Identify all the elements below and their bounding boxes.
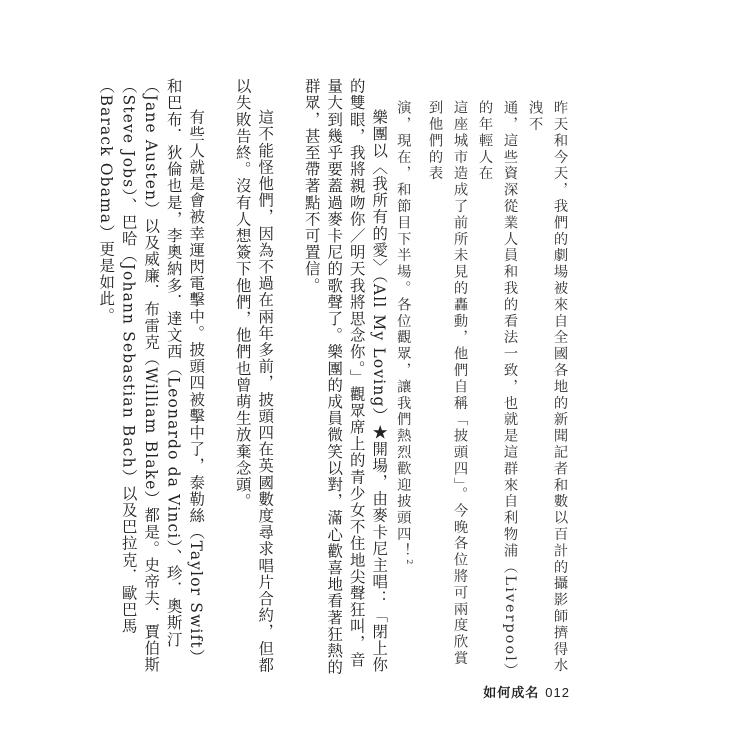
paragraph: 有些人就是會被幸運閃電擊中。披頭四被擊中了，泰勒絲（Taylor Swift）和巴布．狄倫也是，李奧納多．達文西（Leonardo da Vinci）、珍．奧斯汀（Jane Austen）以及威廉．布雷克（William Blake）都是。史帝夫．賈伯斯（Steve Jobs）、巴哈（Johann Sebastian Bach）以及巴拉克．歐巴馬（Barack Obama）更是如此。 [97, 78, 206, 674]
page-number: 012 [545, 685, 570, 700]
quote-line: 昨天和今天，我們的劇場被來自全國各地的新聞記者和數以百計的攝影師擠得水洩不 [527, 100, 568, 674]
running-title: 如何成名 [483, 686, 540, 701]
paragraph: 樂團以〈我所有的愛〉（All My Loving）★開場，由麥卡尼主唱：「閉上你的雙眼，我將親吻你／明天我將思念你。」觀眾席上的青少女不住地尖聲狂叫，音量大到幾乎要蓋過麥卡尼的歌聲了。樂團的成員微笑以對，滿心歡喜地看著狂熱的群眾，甚至帶著點不可置信。 [302, 78, 389, 676]
paragraph: 這不能怪他們，因為不過在兩年多前，披頭四在英國數度尋求唱片合約，但都以失敗告終。沒有人想簽下他們，他們也曾萌生放棄念頭。 [233, 78, 275, 674]
quote-text: 演，現在，和節目下半場。各位觀眾，讓我們熱烈歡迎披頭四！ [395, 100, 412, 560]
page-footer [483, 682, 570, 701]
footnote-marker: 2 [405, 559, 414, 567]
body-text [95, 78, 572, 678]
quote-line: 通，這些資深從業人員和我的看法一致，也就是這群來自利物浦（Liverpool）的年輕人在 [477, 100, 518, 673]
quote-line-last [390, 78, 422, 678]
quote-line: 這座城市造成了前所未見的轟動，他們自稱「披頭四」。今晚各位將可兩度欣賞到他們的表 [427, 100, 468, 667]
